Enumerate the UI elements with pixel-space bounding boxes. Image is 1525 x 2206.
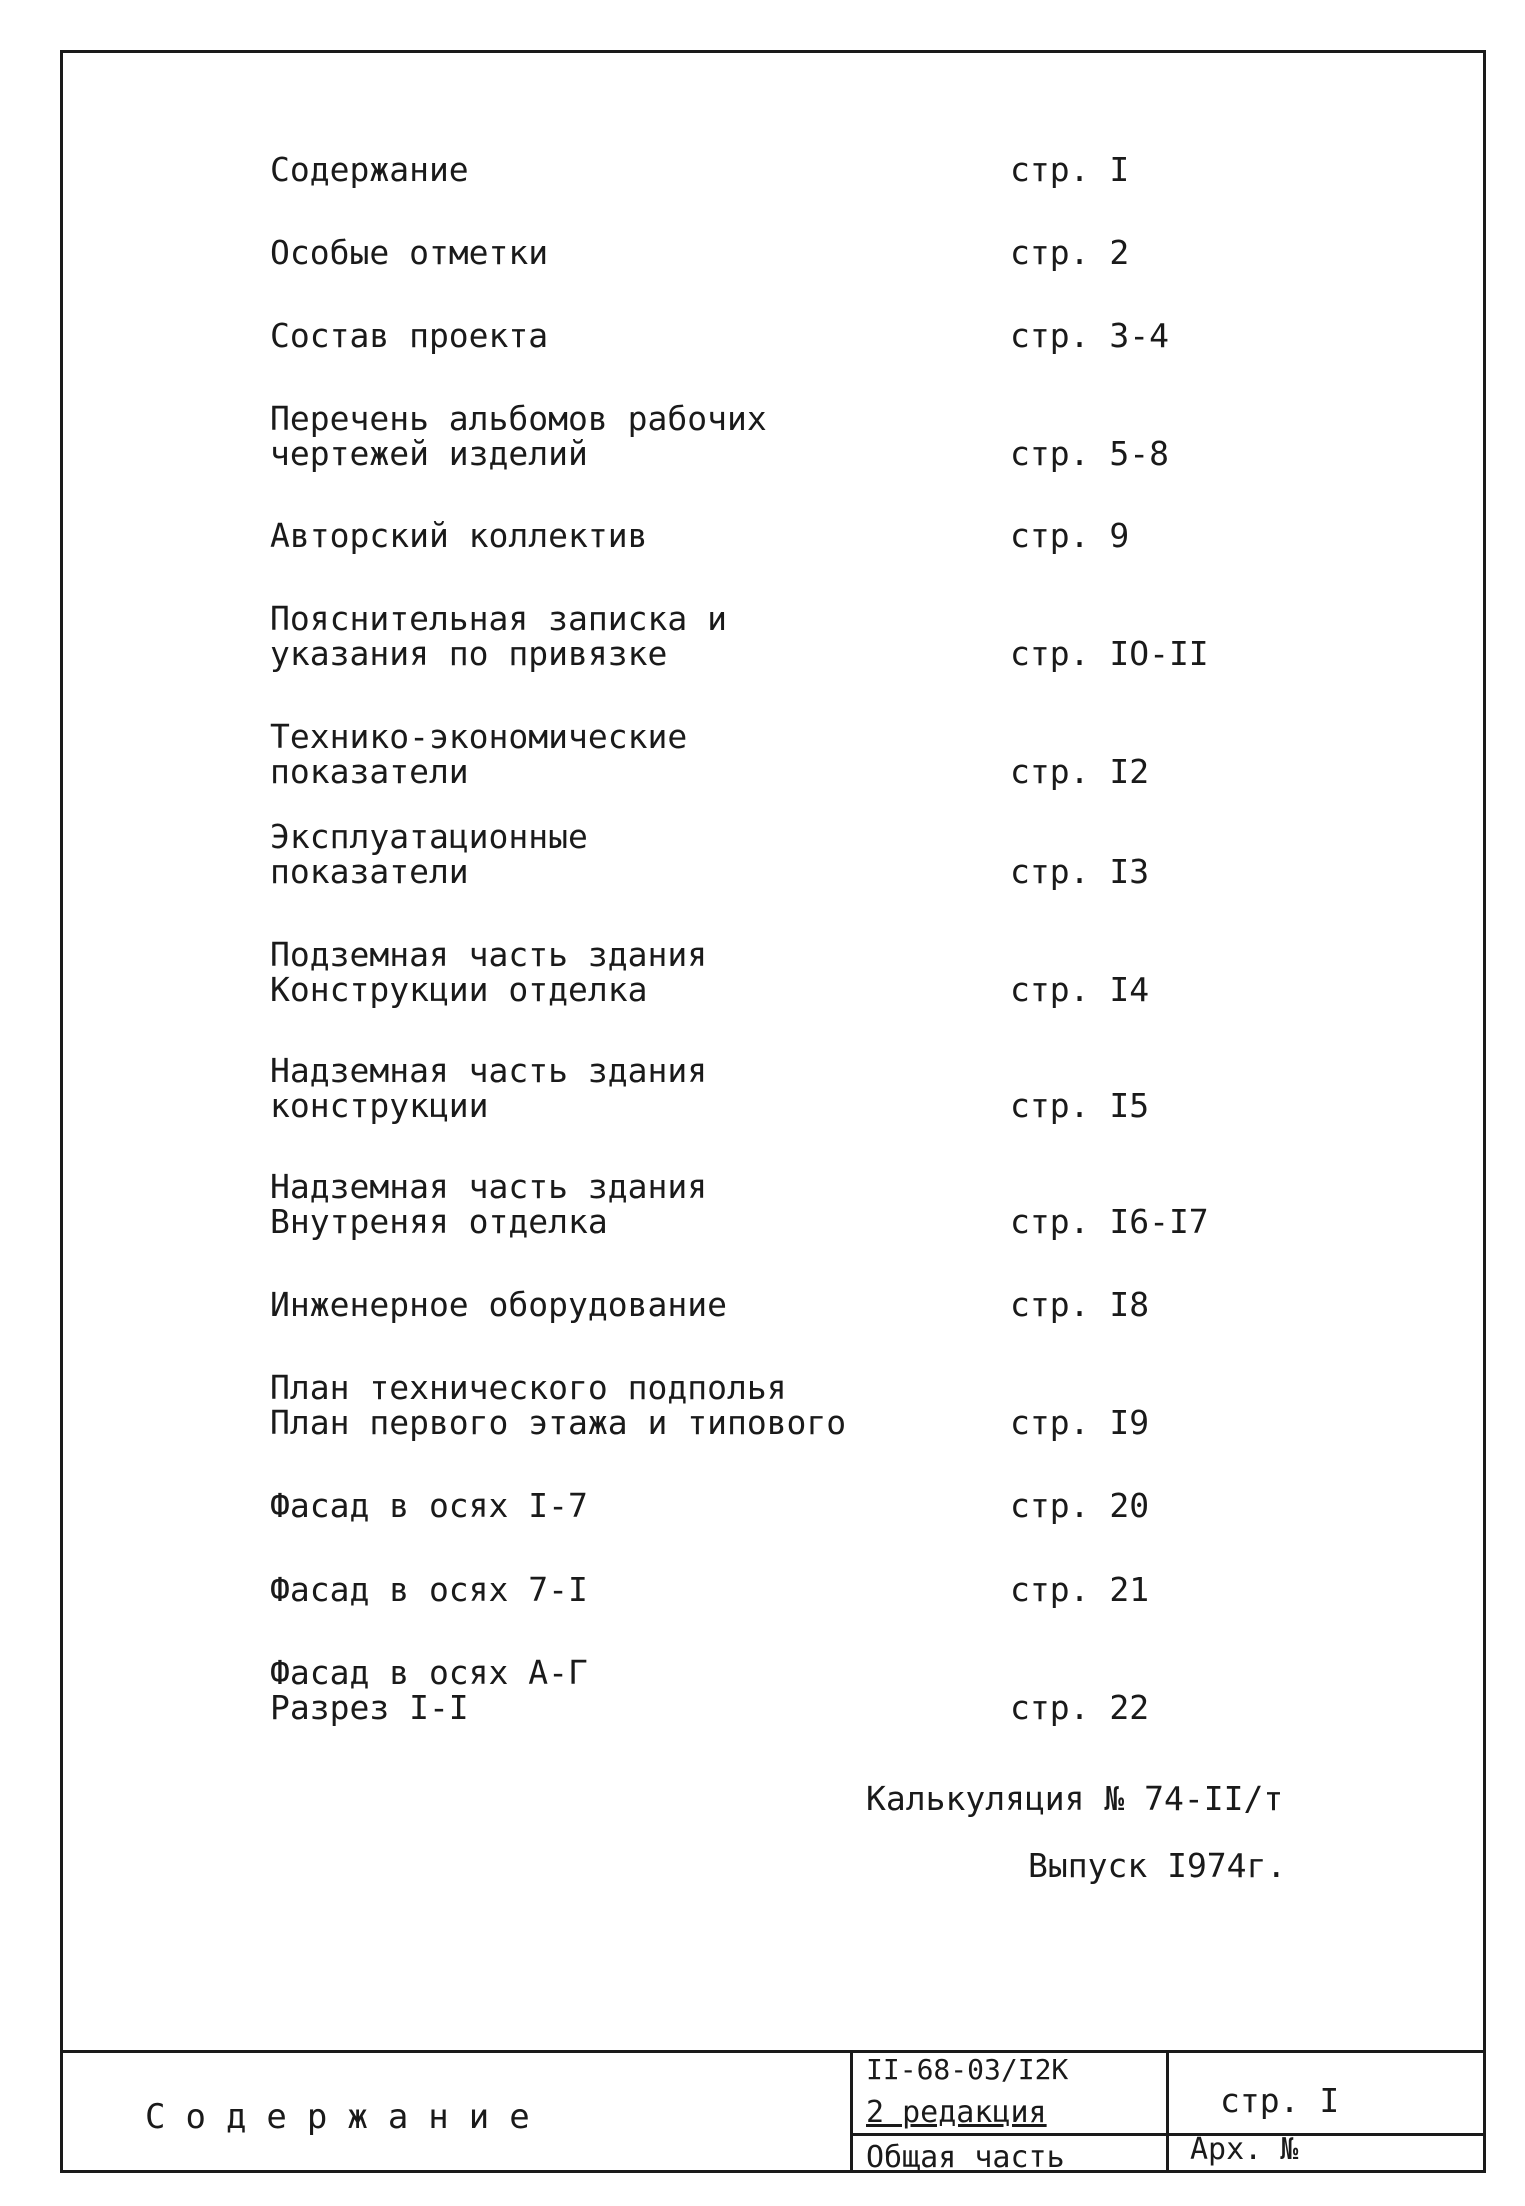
title-block [60,2050,1486,2173]
title-block-archive: Арх. № [1190,2132,1299,2167]
title-block-edition: 2 редакция [866,2095,1047,2130]
title-block-title: Содержание [145,2097,550,2137]
toc-entry-title: Надземная часть здания Внутреняя отделка [270,1167,708,1241]
toc-entry-title: Надземная часть здания конструкции [270,1051,708,1125]
toc-entry-title: Перечень альбомов рабочих чертежей изделий [270,399,767,473]
toc-entry-page: стр. I9 [1010,1403,1150,1442]
toc-entry-title: Состав проекта [270,316,549,355]
toc-entry [270,401,1370,471]
toc-entry [270,518,1370,553]
title-block-code: II-68-03/I2К [866,2053,1069,2086]
toc-entry-title: Инженерное оборудование [270,1285,727,1324]
title-block-part: Общая часть [866,2140,1065,2175]
toc-entry-page: стр. 9 [1010,516,1130,555]
table-of-contents [270,140,1370,1725]
title-block-divider [850,2133,1486,2136]
toc-entry-page: стр. I8 [1010,1285,1150,1324]
toc-entry [270,152,1370,187]
toc-entry [270,601,1370,671]
toc-entry-title: Содержание [270,150,469,189]
toc-entry-page: стр. I6-I7 [1010,1202,1209,1241]
toc-entry-page: стр. 2 [1010,233,1130,272]
title-block-divider [850,2053,853,2173]
toc-entry-title: Пояснительная записка и указания по привязке [270,599,727,673]
toc-entry [270,819,1370,889]
toc-entry [270,1370,1370,1440]
toc-entry [270,937,1370,1007]
toc-entry [270,235,1370,270]
toc-entry [270,1169,1370,1239]
toc-entry-page: стр. 5-8 [1010,434,1169,473]
toc-entry-title: Авторский коллектив [270,516,648,555]
toc-entry-page: стр. I [1010,150,1130,189]
toc-entry-title: Технико-экономические показатели [270,717,688,791]
toc-entry-title: Особые отметки [270,233,549,272]
toc-entry-title: Фасад в осях I-7 [270,1486,588,1525]
toc-entry-page: стр. 22 [1010,1688,1150,1727]
toc-entry-page: стр. I3 [1010,852,1150,891]
toc-entry-page: стр. I2 [1010,752,1150,791]
toc-entry-title: Подземная часть здания Конструкции отделка [270,935,708,1009]
toc-entry [270,1488,1370,1523]
toc-entry-page: стр. 21 [1010,1570,1150,1609]
toc-entry-page: стр. I4 [1010,970,1150,1009]
title-block-page: стр. I [1220,2081,1340,2120]
toc-entry-page: стр. I5 [1010,1086,1150,1125]
toc-entry-page: стр. 20 [1010,1486,1150,1525]
toc-entry-title: Фасад в осях 7-I [270,1570,588,1609]
toc-entry-title: Фасад в осях А-Г Разрез I-I [270,1653,588,1727]
toc-entry-title: Эксплуатационные показатели [270,817,588,891]
toc-entry-page: стр. IO-II [1010,634,1209,673]
calculation-number: Калькуляция № 74-II/т [866,1779,1284,1818]
toc-entry-page: стр. 3-4 [1010,316,1169,355]
toc-entry [270,719,1370,789]
toc-entry [270,1287,1370,1322]
toc-entry [270,318,1370,353]
toc-entry [270,1053,1370,1123]
title-block-divider [1166,2053,1169,2173]
toc-entry-title: План технического подполья План первого этажа и типового [270,1368,847,1442]
toc-entry [270,1572,1370,1607]
issue-year: Выпуск I974г. [1028,1846,1287,1885]
toc-entry [270,1655,1370,1725]
